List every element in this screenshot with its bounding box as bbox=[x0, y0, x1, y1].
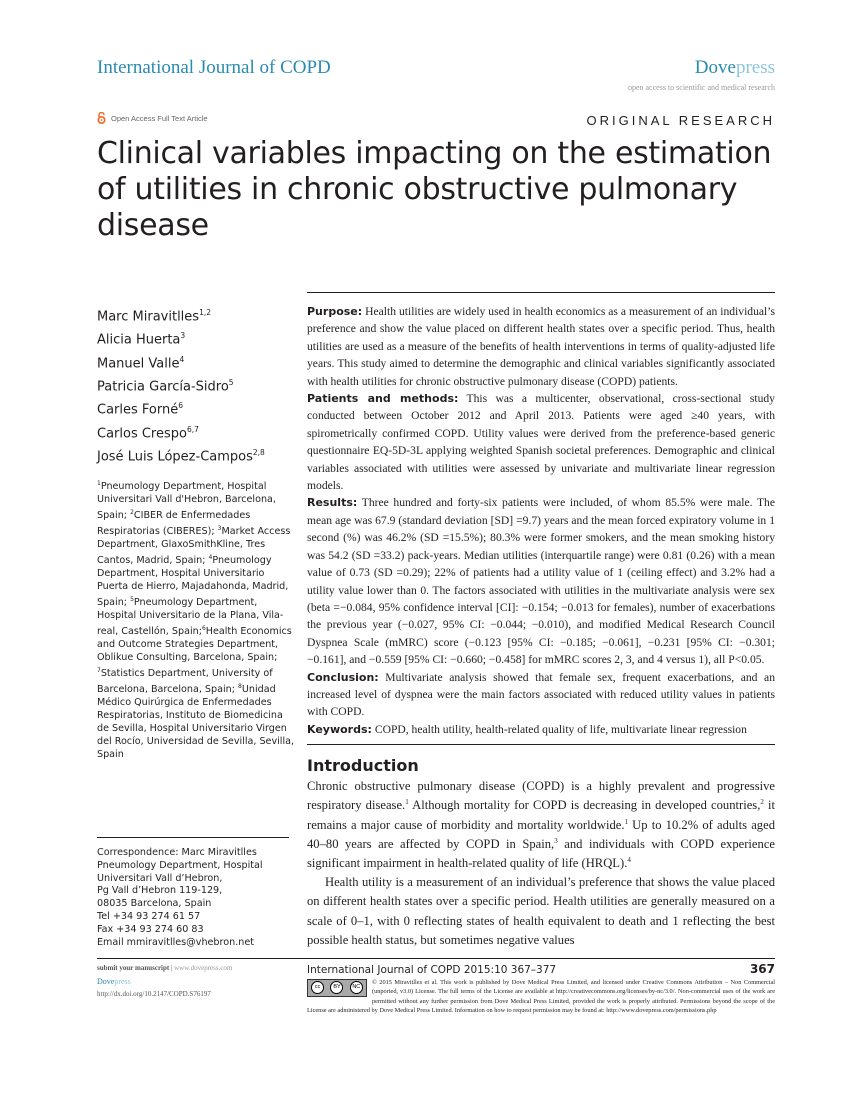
abstract-purpose: Purpose: Health utilities are widely used in health economics as a measurement of an individual’s preference and show the value placed on different health states over a specific period. Thus, health utilities are used as a measure of the benefits of health interventions in terms of quality-adjusted life years. This study aimed to determine the demographic and clinical variables significantly associated with health utilities for chronic obstructive pulmonary disease (COPD) patients. bbox=[307, 305, 775, 388]
author: Alicia Huerta$^3$ bbox=[97, 331, 186, 348]
abstract-keywords: Keywords: COPD, health utility, health-related quality of life, multivariate linear regression bbox=[307, 722, 747, 736]
doi-link[interactable]: http://dx.doi.org/10.2147/COPD.S76197 bbox=[97, 989, 211, 998]
footer-left: submit your manuscript | www.dovepress.com Dovepress http://dx.doi.org/10.2147/COPD.S76197 bbox=[97, 962, 289, 1015]
author: Manuel Valle$^4$ bbox=[97, 354, 185, 371]
affiliations: $^1$Pneumology Department, Hospital Universitari Vall d'Hebron, Barcelona, Spain; $^2$CIBER de Enfermedades Respiratorias (CIBERES); $^3$Market Access Department, GlaxoSmithKline, Tres Cantos, Madrid, Spain; $^4$Pneumology Department, Hospital Universitario Puerta de Hierro, Majadahonda, Madrid, Spain; $^5$Pneumology Department, Hospital Universitario de la Plana, Vila-real, Castellón, Spain;$^6$Health Economics and Outcome Strategies Department, Oblikue Consulting, Barcelona, Spain; $^7$Statistics Department, University of Barcelona, Barcelona, Spain; $^8$Unidad Médico Quirúrgica de Enfermedades Respiratorias, Instituto de Biomedicina de Sevilla, Hospital Universitario Virgen del Rocío, Universidad de Sevilla, Sevilla, Spain bbox=[97, 480, 295, 761]
footer-citation: International Journal of COPD 2015:10 367–377 bbox=[307, 963, 557, 976]
publisher-logo-suffix: press bbox=[735, 57, 775, 78]
cc-icon: cc bbox=[311, 981, 324, 994]
article-title: Clinical variables impacting on the estimation of utilities in chronic obstructive pulmonary disease bbox=[97, 136, 772, 243]
abstract-methods: Patients and methods: This was a multicenter, observational, cross-sectional study conducted between October 2012 and April 2013. Patients were aged ≥40 years, with spirometrically confirmed COPD. Utility values were derived from the preference-based generic questionnaire EQ-5D-3L applying weighted Spanish societal preferences. Demographic and clinical variables associated with utilities were assessed by univariate and multivariate linear regression models. bbox=[307, 392, 775, 493]
creative-commons-badge[interactable] bbox=[307, 979, 367, 997]
open-access-text: Open Access Full Text Article bbox=[111, 113, 208, 123]
introduction-paragraph: Chronic obstructive pulmonary disease (COPD) is a highly prevalent and progressive respiratory disease.$^1$ Although mortality for COPD is decreasing in developed countries,$^2$ it remains a major cause of morbidity and mortality worldwide.$^1$ Up to 10.2% of adults aged 40–80 years are affected by COPD in Spain,$^3$ and individuals with COPD experience significant impairment in health-related quality of life (HRQL).$^4$ bbox=[307, 779, 775, 870]
article-type: ORIGINAL RESEARCH bbox=[586, 113, 775, 128]
open-access-label bbox=[97, 112, 208, 124]
journal-name: International Journal of COPD bbox=[97, 57, 331, 78]
introduction-body bbox=[307, 777, 775, 950]
author: Marc Miravitlles$^{1,2}$ bbox=[97, 308, 211, 325]
author-list bbox=[97, 303, 289, 466]
publisher-logo bbox=[695, 57, 775, 79]
left-column bbox=[97, 292, 295, 950]
page-number: 367 bbox=[749, 961, 775, 976]
introduction-heading: Introduction bbox=[307, 756, 419, 776]
abstract-results: Results: Three hundred and forty-six patients were included, of whom 85.5% were male. The mean age was 67.9 (standard deviation [SD] =9.7) years and the mean forced expiratory volume in 1 second (%) was 46.2% (SD =15.5%); 80.3% were former smokers, and the mean smoking history was 54.2 (SD =33.2) pack-years. Median utilities (interquartile range) were 0.81 (0.26) with a mean value of 0.73 (SD =0.29); 22% of patients had a utility value of 1 (ceiling effect) and 3.2% had a utility value lower than 0. The factors associated with utilities in the multivariate analysis were sex (beta =−0.084, 95% confidence interval [CI]: −0.154; −0.013 for females), number of exacerbations the previous year (−0.027, 95% CI: −0.044; −0.010), and modified Medical Research Council Dyspnea Scale (mMRC) score (−0.123 [95% CI: −0.185; −0.061], −0.231 [95% CI: −0.301; −0.161], and −0.559 [95% CI: −0.660; −0.458] for mMRC scores 2, 3, and 4 versus 1), all P<0.05. bbox=[307, 496, 775, 667]
cc-by-icon: BY bbox=[330, 981, 343, 994]
abstract-conclusion: Conclusion: Multivariate analysis showed that female sex, frequent exacerbations, and an increased level of dyspnea were the main factors associated with reduced utility values in patients with COPD. bbox=[307, 670, 775, 719]
abstract-top-rule bbox=[307, 292, 775, 293]
introduction-paragraph: Health utility is a measurement of an individual’s preference that shows the value placed on different health states over a specific period. Health utilities are generally measured on a scale of 0–1, with 0 reflecting states of health equivalent to death and 1 reflecting the best possible health status, but sometimes negative values bbox=[307, 875, 775, 947]
correspondence-block bbox=[97, 823, 289, 950]
cc-nc-icon: NC bbox=[350, 981, 363, 994]
footer-right bbox=[307, 962, 775, 1015]
author: José Luis López-Campos$^{2,8}$ bbox=[97, 447, 265, 465]
two-column-body bbox=[97, 292, 775, 950]
author: Carles Forné$^6$ bbox=[97, 401, 184, 418]
right-column bbox=[307, 292, 775, 950]
publisher-tagline: open access to scientific and medical research bbox=[627, 83, 775, 92]
footer-dove-logo: Dovepress bbox=[97, 976, 131, 986]
open-access-lock-icon bbox=[97, 112, 106, 124]
license-block bbox=[307, 978, 775, 1015]
correspondence: Correspondence: Marc Miravitlles Pneumology Department, Hospital Universitari Vall d’Hebron, Pg Vall d’Hebron 119-129, 08035 Barcelona, Spain Tel +34 93 274 61 57 Fax +34 93 274 60 83 Email mmiravitlles@vhebron.net bbox=[97, 846, 263, 949]
abstract-bottom-rule bbox=[307, 744, 775, 745]
abstract bbox=[307, 303, 775, 738]
author: Patricia García-Sidro$^5$ bbox=[97, 377, 234, 395]
main-content bbox=[97, 292, 775, 1015]
page-footer bbox=[97, 958, 775, 1015]
submit-manuscript-link[interactable]: submit your manuscript bbox=[97, 963, 170, 972]
correspondence-rule bbox=[97, 837, 289, 838]
dovepress-url[interactable]: www.dovepress.com bbox=[174, 963, 233, 972]
license-text: © 2015 Miravitlles et al. This work is published by Dove Medical Press Limited, and licensed under Creative Commons Attribution – Non Commercial (unported, v3.0) License. The full terms of the License are available at http://creativecommons.org/licenses/by-nc/3.0/. Non-commercial uses of the work are permitted without any further permission from Dove Medical Press Limited, provided the work is properly attributed. Permissions beyond the scope of the License are administered by Dove Medical Press Limited. Information on how to request permission may be found at: http://www.dovepress.com/permissions.php bbox=[307, 978, 775, 1014]
author: Carlos Crespo$^{6,7}$ bbox=[97, 424, 199, 441]
publisher-logo-main: Dove bbox=[694, 57, 736, 78]
